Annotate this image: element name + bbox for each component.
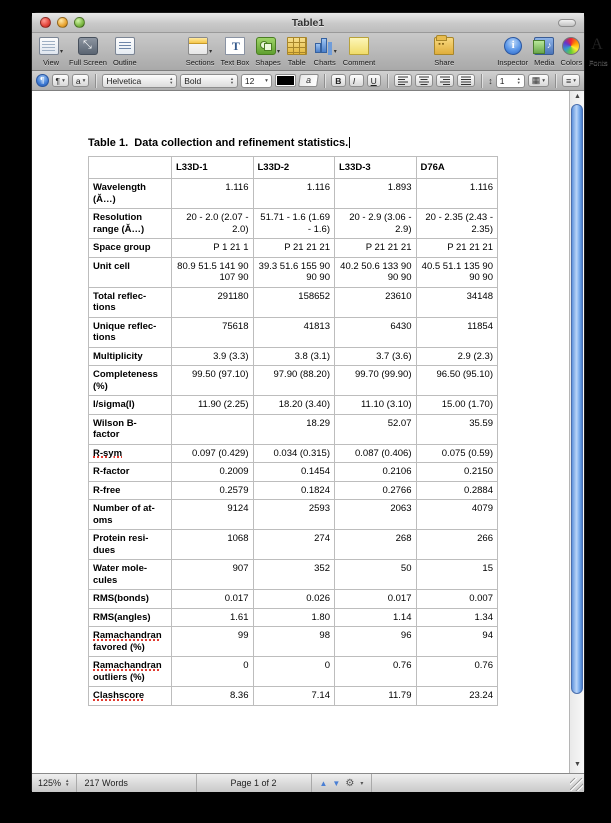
toolbar-label: Colors xyxy=(560,58,583,67)
value-cell[interactable]: 0 xyxy=(172,657,254,687)
dropdown-arrow-icon: ▾ xyxy=(573,77,576,84)
highlight-color-well[interactable] xyxy=(298,74,319,87)
statistics-table xyxy=(88,156,498,706)
value-cell[interactable]: 0.017 xyxy=(335,590,417,609)
document-area[interactable] xyxy=(32,91,584,773)
toolbar-sections[interactable] xyxy=(186,35,215,67)
font-family-value: Helvetica xyxy=(106,75,142,86)
value-cell[interactable]: 0.2150 xyxy=(416,463,498,482)
table-row xyxy=(89,530,498,560)
row-label-cell[interactable]: Protein resi- dues xyxy=(89,530,172,560)
underline-button[interactable]: U xyxy=(367,74,382,87)
toolbar-share[interactable] xyxy=(434,35,454,67)
value-cell[interactable]: P 21 21 21 xyxy=(335,239,417,258)
row-label-cell[interactable]: R-sym xyxy=(89,444,172,463)
line-spacing-icon: ↕ xyxy=(488,75,493,86)
row-label-cell[interactable]: Unique reflec- tions xyxy=(89,317,172,347)
columns-button[interactable] xyxy=(528,74,549,87)
align-right-button[interactable] xyxy=(436,74,454,87)
font-style-value: Bold xyxy=(184,75,202,86)
row-label-cell[interactable]: Clashscore xyxy=(89,687,172,706)
table-body xyxy=(89,179,498,706)
paragraph-style-label: ¶ xyxy=(55,75,61,86)
value-cell[interactable]: 0.2766 xyxy=(335,481,417,500)
dropdown-arrow-icon: ▾ xyxy=(62,77,65,84)
value-cell[interactable]: 40.5 51.1 135 90 90 90 xyxy=(416,257,498,287)
align-justify-button[interactable] xyxy=(457,74,475,87)
toolbar-items xyxy=(36,35,611,67)
view-icon xyxy=(39,37,59,55)
dropdown-arrow-icon: ▾ xyxy=(276,49,280,55)
app-window xyxy=(32,13,608,790)
value-cell[interactable]: 99.50 (97.10) xyxy=(172,366,254,396)
window-title: Table1 xyxy=(291,16,325,29)
value-cell[interactable]: 0.2106 xyxy=(335,463,417,482)
scroll-up-arrow-icon[interactable]: ▲ xyxy=(574,93,581,100)
value-cell[interactable] xyxy=(172,414,254,444)
toolbar-toggle-button[interactable] xyxy=(558,19,576,27)
value-cell[interactable]: 1.61 xyxy=(172,608,254,627)
table-row xyxy=(89,627,498,657)
word-count: 217 Words xyxy=(77,774,197,792)
value-cell[interactable]: 0.1454 xyxy=(253,463,335,482)
separator xyxy=(95,74,96,88)
toolbar-label: Share xyxy=(434,58,455,67)
italic-button[interactable]: I xyxy=(349,74,364,87)
value-cell[interactable]: 3.7 (3.6) xyxy=(335,347,417,366)
table-row xyxy=(89,463,498,482)
column-header[interactable]: L33D-1 xyxy=(172,157,254,179)
charts-icon xyxy=(313,37,333,55)
separator xyxy=(555,74,556,88)
value-cell[interactable]: 0.1824 xyxy=(253,481,335,500)
toolbar-comment[interactable] xyxy=(343,35,376,67)
column-header[interactable]: D76A xyxy=(416,157,498,179)
table-row xyxy=(89,590,498,609)
fonts-icon xyxy=(588,37,608,55)
value-cell[interactable]: 8.36 xyxy=(172,687,254,706)
value-cell[interactable]: 0.097 (0.429) xyxy=(172,444,254,463)
minimize-button[interactable] xyxy=(57,17,68,28)
value-cell[interactable]: 1.14 xyxy=(335,608,417,627)
table-row xyxy=(89,687,498,706)
value-cell[interactable]: 20 - 2.0 (2.07 - 2.0) xyxy=(172,209,254,239)
row-label-cell[interactable]: R-free xyxy=(89,481,172,500)
dropdown-arrow-icon: ▾ xyxy=(333,49,337,55)
value-cell[interactable]: 1.893 xyxy=(335,179,417,209)
outline-icon xyxy=(115,37,135,55)
value-cell[interactable]: 50 xyxy=(335,560,417,590)
value-cell[interactable]: 2063 xyxy=(335,500,417,530)
stepper-icon: ▲ ▼ xyxy=(516,75,521,85)
next-page-icon[interactable]: ▼ xyxy=(332,778,341,788)
value-cell[interactable]: 18.20 (3.40) xyxy=(253,396,335,415)
value-cell[interactable]: 0.087 (0.406) xyxy=(335,444,417,463)
title-bar[interactable] xyxy=(32,13,584,33)
table-row xyxy=(89,481,498,500)
value-cell[interactable]: 1.116 xyxy=(253,179,335,209)
toolbar-media[interactable] xyxy=(534,35,554,67)
align-center-button[interactable] xyxy=(415,74,433,87)
font-family-select[interactable] xyxy=(102,74,177,88)
value-cell[interactable]: 18.29 xyxy=(253,414,335,444)
toolbar-inspector[interactable] xyxy=(497,35,528,67)
toolbar-full-screen[interactable] xyxy=(69,35,107,67)
toolbar-label: Media xyxy=(534,58,555,67)
value-cell[interactable]: 2593 xyxy=(253,500,335,530)
font-size-field[interactable] xyxy=(241,74,272,88)
row-label-cell[interactable]: Water mole- cules xyxy=(89,560,172,590)
value-cell[interactable]: 23.24 xyxy=(416,687,498,706)
value-cell[interactable]: 0.2579 xyxy=(172,481,254,500)
value-cell[interactable]: 0.76 xyxy=(416,657,498,687)
row-label-cell[interactable]: Wavelength (Ă…) xyxy=(89,179,172,209)
value-cell[interactable]: 266 xyxy=(416,530,498,560)
align-left-button[interactable] xyxy=(394,74,412,87)
value-cell[interactable]: 20 - 2.9 (3.06 - 2.9) xyxy=(335,209,417,239)
toolbar-label: Fonts xyxy=(588,58,608,67)
value-cell[interactable]: 11.10 (3.10) xyxy=(335,396,417,415)
row-label-cell[interactable]: Multiplicity xyxy=(89,347,172,366)
highlight-label: a xyxy=(305,75,312,85)
value-cell[interactable]: 3.8 (3.1) xyxy=(253,347,335,366)
previous-page-icon[interactable]: ▲ xyxy=(319,778,328,788)
table-row xyxy=(89,500,498,530)
toolbar-label: Comment xyxy=(342,58,376,67)
value-cell[interactable]: 4079 xyxy=(416,500,498,530)
document-heading[interactable]: Table 1. Data collection and refinement statistics. xyxy=(88,137,349,149)
column-header[interactable]: L33D-2 xyxy=(253,157,335,179)
column-header[interactable]: L33D-3 xyxy=(335,157,417,179)
value-cell[interactable]: 0.026 xyxy=(253,590,335,609)
toolbar-label: Outline xyxy=(112,58,137,67)
toolbar-fonts[interactable] xyxy=(588,35,608,67)
separator xyxy=(324,74,325,88)
value-cell[interactable]: 268 xyxy=(335,530,417,560)
resize-grip[interactable] xyxy=(570,778,583,791)
text-caret xyxy=(349,137,350,148)
table-row xyxy=(89,444,498,463)
value-cell[interactable]: 94 xyxy=(416,627,498,657)
toolbar-label: Table xyxy=(287,58,306,67)
paragraph-style-button[interactable] xyxy=(52,74,69,87)
value-cell[interactable]: 96 xyxy=(335,627,417,657)
table-row xyxy=(89,257,498,287)
zoom-control[interactable] xyxy=(32,774,77,792)
align-right-icon xyxy=(440,76,450,85)
page-indicator: Page 1 of 2 xyxy=(197,774,312,792)
toolbar-label: Text Box xyxy=(220,58,250,67)
font-style-select[interactable] xyxy=(180,74,238,88)
value-cell[interactable]: 39.3 51.6 155 90 90 90 xyxy=(253,257,335,287)
comment-icon xyxy=(349,37,369,55)
value-cell[interactable]: 1.116 xyxy=(172,179,254,209)
value-cell[interactable]: 98 xyxy=(253,627,335,657)
value-cell[interactable]: 0.2009 xyxy=(172,463,254,482)
value-cell[interactable]: P 21 21 21 xyxy=(416,239,498,258)
toolbar-label: Charts xyxy=(313,58,336,67)
share-icon xyxy=(434,37,454,55)
separator xyxy=(481,74,482,88)
table-row xyxy=(89,209,498,239)
row-label-cell[interactable]: Total reflec- tions xyxy=(89,287,172,317)
style-menu-icon[interactable]: ¶ xyxy=(36,74,49,87)
shapes-icon xyxy=(256,37,276,55)
value-cell[interactable]: 2.9 (2.3) xyxy=(416,347,498,366)
row-label-cell[interactable]: I/sigma(I) xyxy=(89,396,172,415)
value-cell[interactable]: 97.90 (88.20) xyxy=(253,366,335,396)
dropdown-arrow-icon: ▾ xyxy=(265,77,268,84)
vertical-scrollbar[interactable] xyxy=(569,91,584,773)
table-row xyxy=(89,657,498,687)
value-cell[interactable]: 34148 xyxy=(416,287,498,317)
table-row xyxy=(89,239,498,258)
line-spacing-field[interactable] xyxy=(496,74,525,88)
stepper-icon: ▲ ▼ xyxy=(229,75,234,85)
value-cell[interactable]: 0.017 xyxy=(172,590,254,609)
row-label-cell[interactable]: Resolution range (Ă…) xyxy=(89,209,172,239)
toolbar-outline[interactable] xyxy=(113,35,137,67)
row-label-cell[interactable]: Ramachandran outliers (%) xyxy=(89,657,172,687)
value-cell[interactable]: 352 xyxy=(253,560,335,590)
align-center-icon xyxy=(419,76,429,85)
value-cell[interactable]: 1.34 xyxy=(416,608,498,627)
table-row xyxy=(89,414,498,444)
table-row xyxy=(89,347,498,366)
character-style-label: a xyxy=(75,75,81,86)
value-cell[interactable]: 907 xyxy=(172,560,254,590)
scrollbar-thumb[interactable] xyxy=(571,104,583,694)
value-cell[interactable]: 3.9 (3.3) xyxy=(172,347,254,366)
textbox-icon xyxy=(225,37,245,55)
line-spacing-value: 1 xyxy=(499,75,505,86)
value-cell[interactable]: 0.2884 xyxy=(416,481,498,500)
table-row xyxy=(89,560,498,590)
toolbar-label: Full Screen xyxy=(69,58,107,67)
value-cell[interactable]: 274 xyxy=(253,530,335,560)
column-header[interactable] xyxy=(89,157,172,179)
value-cell[interactable]: 1.80 xyxy=(253,608,335,627)
value-cell[interactable]: 6430 xyxy=(335,317,417,347)
row-label-cell[interactable]: Wilson B- factor xyxy=(89,414,172,444)
value-cell[interactable]: 20 - 2.35 (2.43 - 2.35) xyxy=(416,209,498,239)
toolbar-charts[interactable] xyxy=(313,35,337,67)
row-label-cell[interactable]: RMS(bonds) xyxy=(89,590,172,609)
value-cell[interactable]: 52.07 xyxy=(335,414,417,444)
row-label-cell[interactable]: R-factor xyxy=(89,463,172,482)
value-cell[interactable]: 23610 xyxy=(335,287,417,317)
dropdown-arrow-icon: ▾ xyxy=(209,49,213,55)
format-bar xyxy=(32,71,584,91)
close-button[interactable] xyxy=(40,17,51,28)
value-cell[interactable]: 0.075 (0.59) xyxy=(416,444,498,463)
row-label-cell[interactable]: Number of at- oms xyxy=(89,500,172,530)
value-cell[interactable]: 15.00 (1.70) xyxy=(416,396,498,415)
toolbar-view[interactable] xyxy=(39,35,63,67)
table-row xyxy=(89,179,498,209)
value-cell[interactable]: 11.90 (2.25) xyxy=(172,396,254,415)
text-color-well[interactable] xyxy=(275,74,296,87)
value-cell[interactable]: 0.034 (0.315) xyxy=(253,444,335,463)
value-cell[interactable]: 41813 xyxy=(253,317,335,347)
table-row xyxy=(89,317,498,347)
table-header-row xyxy=(89,157,498,179)
table-row xyxy=(89,396,498,415)
value-cell[interactable]: 0.76 xyxy=(335,657,417,687)
row-label-cell[interactable]: RMS(angles) xyxy=(89,608,172,627)
value-cell[interactable]: 11.79 xyxy=(335,687,417,706)
value-cell[interactable]: 11854 xyxy=(416,317,498,347)
toolbar-label: Shapes xyxy=(255,58,281,67)
status-bar xyxy=(32,773,584,792)
table-icon xyxy=(287,37,307,55)
stepper-icon: ▲ ▼ xyxy=(65,777,70,787)
value-cell[interactable]: 80.9 51.5 141 90 107 90 xyxy=(172,257,254,287)
separator xyxy=(387,74,388,88)
value-cell[interactable]: 35.59 xyxy=(416,414,498,444)
row-label-cell[interactable]: Unit cell xyxy=(89,257,172,287)
toolbar-label: Inspector xyxy=(497,58,529,67)
text-color-swatch xyxy=(277,76,294,85)
toolbar-label: View xyxy=(42,58,60,67)
columns-icon: ▦ xyxy=(531,75,541,85)
toolbar xyxy=(32,33,608,71)
bold-button[interactable]: B xyxy=(331,74,346,87)
fullscreen-icon xyxy=(78,37,98,55)
value-cell[interactable]: 96.50 (95.10) xyxy=(416,366,498,396)
toolbar-colors[interactable] xyxy=(561,35,583,67)
value-cell[interactable]: 99.70 (99.90) xyxy=(335,366,417,396)
sections-icon xyxy=(188,37,208,55)
value-cell[interactable]: 0.007 xyxy=(416,590,498,609)
scroll-down-arrow-icon[interactable]: ▼ xyxy=(574,761,581,768)
table-row xyxy=(89,366,498,396)
row-label-cell[interactable]: Ramachandran favored (%) xyxy=(89,627,172,657)
value-cell[interactable]: 1.116 xyxy=(416,179,498,209)
character-style-button[interactable] xyxy=(72,74,90,87)
align-justify-icon xyxy=(461,76,471,85)
gear-icon[interactable]: ⚙ xyxy=(345,777,355,789)
value-cell[interactable]: 1068 xyxy=(172,530,254,560)
row-label-cell[interactable]: Space group xyxy=(89,239,172,258)
toolbar-label: Sections xyxy=(185,58,215,67)
value-cell[interactable]: P 21 21 21 xyxy=(253,239,335,258)
list-style-button[interactable] xyxy=(562,74,580,87)
value-cell[interactable]: P 1 21 1 xyxy=(172,239,254,258)
value-cell[interactable]: 75618 xyxy=(172,317,254,347)
zoom-button[interactable] xyxy=(74,17,85,28)
value-cell[interactable]: 51.71 - 1.6 (1.69 - 1.6) xyxy=(253,209,335,239)
toolbar-shapes[interactable] xyxy=(255,35,280,67)
font-size-value: 12 xyxy=(244,75,255,86)
value-cell[interactable]: 7.14 xyxy=(253,687,335,706)
toolbar-table[interactable] xyxy=(287,35,307,67)
value-cell[interactable]: 0 xyxy=(253,657,335,687)
align-left-icon xyxy=(398,76,408,85)
value-cell[interactable]: 15 xyxy=(416,560,498,590)
dropdown-arrow-icon: ▾ xyxy=(82,77,86,84)
dropdown-arrow-icon: ▾ xyxy=(60,49,64,55)
inspector-icon xyxy=(504,37,522,55)
toolbar-text-box[interactable] xyxy=(221,35,250,67)
value-cell[interactable]: 40.2 50.6 133 90 90 90 xyxy=(335,257,417,287)
value-cell[interactable]: 158652 xyxy=(253,287,335,317)
value-cell[interactable]: 291180 xyxy=(172,287,254,317)
media-icon xyxy=(534,37,554,55)
zoom-level: 125% xyxy=(38,778,62,788)
value-cell[interactable]: 99 xyxy=(172,627,254,657)
stepper-icon: ▲ ▼ xyxy=(169,75,174,85)
colors-icon xyxy=(562,37,580,55)
dropdown-arrow-icon: ▾ xyxy=(542,77,545,84)
dropdown-arrow-icon: ▾ xyxy=(360,780,364,787)
table-row xyxy=(89,287,498,317)
list-icon: ≡ xyxy=(565,75,572,86)
value-cell[interactable]: 9124 xyxy=(172,500,254,530)
row-label-cell[interactable]: Completeness (%) xyxy=(89,366,172,396)
table-row xyxy=(89,608,498,627)
